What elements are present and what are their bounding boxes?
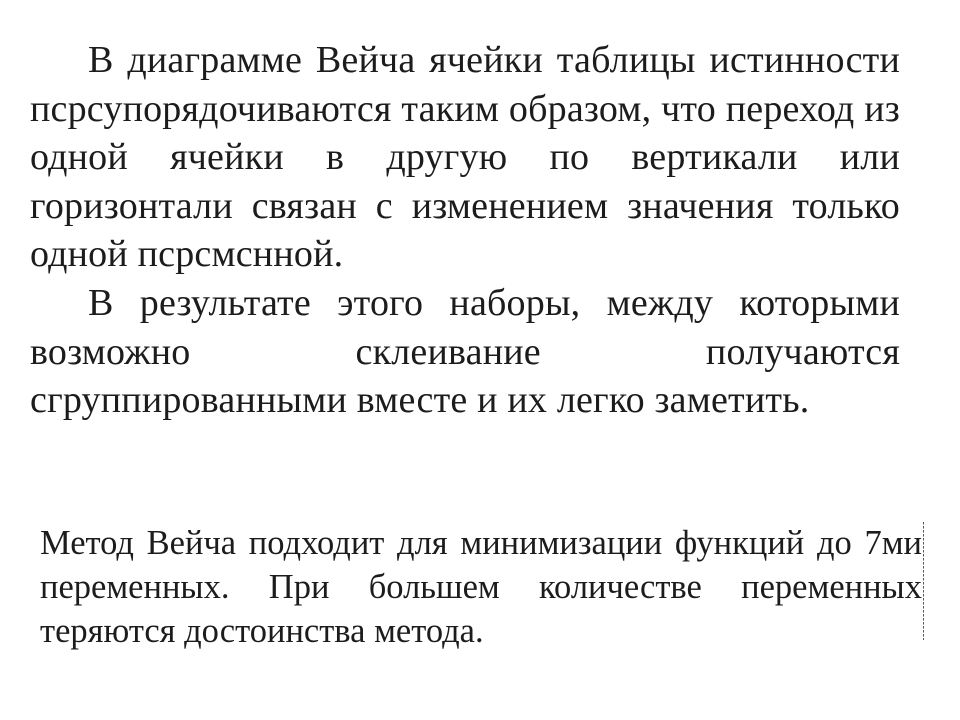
veitch-diagram-description bbox=[30, 36, 900, 425]
paragraph-cell-ordering: В диаграмме Вейча ячейки таблицы истинности псрсупорядочиваются таким образом, что переход из одной ячейки в другую по вертикали или горизонтали связан с изменением значения только одной псрсмснной. bbox=[30, 39, 900, 276]
crop-edge-divider bbox=[923, 522, 924, 640]
paragraph-method-limit: Метод Вейча подходит для минимизации функций до 7ми переменных. При большем количестве переменных теряются достоинства метода. bbox=[40, 524, 922, 650]
method-limitations bbox=[40, 521, 922, 653]
paragraph-grouping-result: В результате этого наборы, между которыми возможно склеивание получаются сгруппированными вместе и их легко заметить. bbox=[30, 281, 900, 422]
